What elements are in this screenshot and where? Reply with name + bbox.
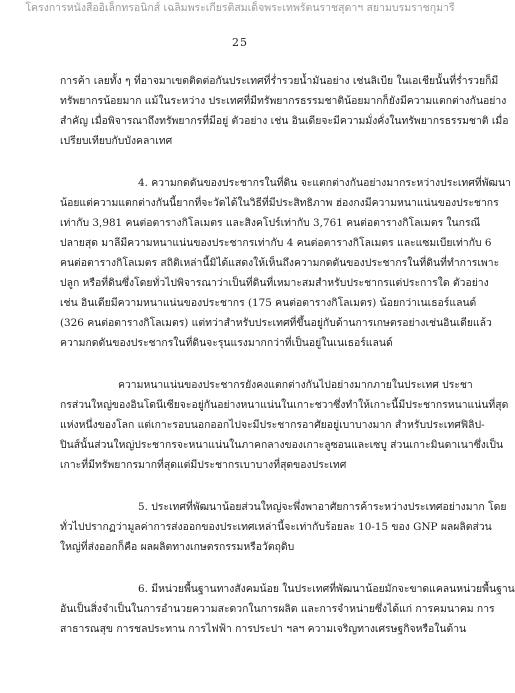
paragraph-line: สำคัญ เมื่อพิจารณาถึงทรัพยากรที่มีอยู่ ตัวอย่าง เช่น อินเดียจะมีความมั่งคั่งในทรัพยากรธรรมชาติ เมื่อ: [60, 115, 509, 127]
paragraph-line: 4. ความกดดันของประชากรในที่ดิน จะแตกต่างกันอย่างมากระหว่างประเทศที่พัฒนา: [138, 177, 511, 189]
paragraph-line: 5. ประเทศที่พัฒนาน้อยส่วนใหญ่จะพึ่งพาอาศัยการค้าระหว่างประเทศอย่างมาก โดย: [138, 501, 507, 513]
page-number: 25: [232, 36, 248, 49]
paragraph-line: กรส่วนใหญ่ของอินโดนีเซียจะอยู่กันอย่างหนาแน่นในเกาะชวาซึ่งทำให้เกาะนี้มีประชากรหนาแน่นที่สุด: [60, 399, 509, 411]
paragraph-line: น้อยแต่ความแตกต่างกันนี้ยากที่จะวัดได้ในวิธีที่มีประสิทธิภาพ ฮ่องกงมีความหนาแน่นของประชากร: [60, 197, 499, 209]
paragraph-line: ปลูก หรือที่ดินซึ่งโดยทั่วไปพิจารณาว่าเป็นที่ดินที่เหมาะสมสำหรับประชากรแต่ประการใด ตัวอย่าง: [60, 277, 489, 289]
paragraph-line: เกาะที่มีทรัพยากรมากที่สุดแต่มีประชากรเบาบางที่สุดของประเทศ: [60, 459, 347, 471]
paragraph-line: แห่งหนึ่งของโลก แต่เกาะรอบนอกออกไปจะมีประชากรอาศัยอยู่เบาบางมาก สำหรับประเทศฟิลิป-: [60, 419, 485, 431]
paragraph-line: ความกดดันของประชากรในที่ดินจะรุนแรงมากกว่าที่เป็นอยู่ในเนเธอร์แลนด์: [60, 337, 393, 349]
paragraph-line: สาธารณสุข การชลประทาน การไฟฟ้า การประปา ฯลฯ ความเจริญทางเศรษฐกิจหรือในด้าน: [60, 623, 467, 635]
paragraph-line: คนต่อตารางกิโลเมตร สถิติเหล่านี้มิได้แสดงให้เห็นถึงความกดดันของประชากรในที่ดินที่ทำการเพาะ: [60, 257, 500, 269]
paragraph-line: 6. มีหน่วยพื้นฐานทางสังคมน้อย ในประเทศที่พัฒนาน้อยมักจะขาดแคลนหน่วยพื้นฐาน: [138, 583, 515, 595]
paragraph-line: ทั่วไปปรากฏว่ามูลค่าการส่งออกของประเทศเหล่านี้จะเท่ากับร้อยละ 10-15 ของ GNP ผลผลิตส่วน: [60, 521, 492, 533]
paragraph-line: เท่ากับ 3,981 คนต่อตารางกิโลเมตร และสิงคโปร์เท่ากับ 3,761 คนต่อตารางกิโลเมตร ในกรณี: [60, 217, 481, 229]
project-header: โครงการหนังสืออิเล็กทรอนิกส์ เฉลิมพระเกียรติสมเด็จพระเทพรัตนราชสุดาฯ สยามบรมราชกุมารี: [25, 2, 455, 14]
paragraph-line: ความหนาแน่นของประชากรยังคงแตกต่างกันไปอย่างมากภายในประเทศ ประชา: [118, 379, 473, 391]
paragraph-line: การค้า เลยทั้ง ๆ ที่อาจมาเขตติดต่อกันประเทศที่ร่ำรวยน้ำมันอย่าง เช่นลิเบีย ในเอเชียนั้นที่ร่ำรวยก็มี: [60, 75, 499, 87]
paragraph-line: อันเป็นสิ่งจำเป็นในการอำนวยความสะดวกในการผลิต และการจำหน่ายซึ่งได้แก่ การคมนาคม การ: [60, 603, 495, 615]
paragraph-line: ใหญ่ที่ส่งออกก็คือ ผลผลิตทางเกษตรกรรมหรือวัตถุดิบ: [60, 541, 295, 553]
paragraph-line: เช่น อินเดียมีความหนาแน่นของประชากร (175 คนต่อตารางกิโลเมตร) น้อยกว่าเนเธอร์แลนด์: [60, 297, 477, 309]
paragraph-line: ปลายสุด มาลีมีความหนาแน่นของประชากรเท่ากับ 4 คนต่อตารางกิโลเมตร และแซมเบียเท่ากับ 6: [60, 237, 492, 249]
paragraph-line: (326 คนต่อตารางกิโลเมตร) แต่ทว่าสำหรับประเทศที่ขึ้นอยู่กับด้านการเกษตรอย่างเช่นอินเดียแล้ว: [60, 317, 492, 329]
paragraph-line: ทรัพยากรน้อยมาก แม้ในระหว่าง ประเทศที่มีทรัพยากรธรรมชาติน้อยมากก็ยังมีความแตกต่างกันอย่าง: [60, 95, 507, 107]
paragraph-line: เปรียบเทียบกับบังคลาเทศ: [60, 135, 173, 147]
paragraph-line: ปินส์นั้นส่วนใหญ่ประชากรจะหนาแน่นในภาคกลางของเกาะลูซอนและเซบู ส่วนเกาะมินดาเนาซึ่งเป็น: [60, 439, 504, 451]
